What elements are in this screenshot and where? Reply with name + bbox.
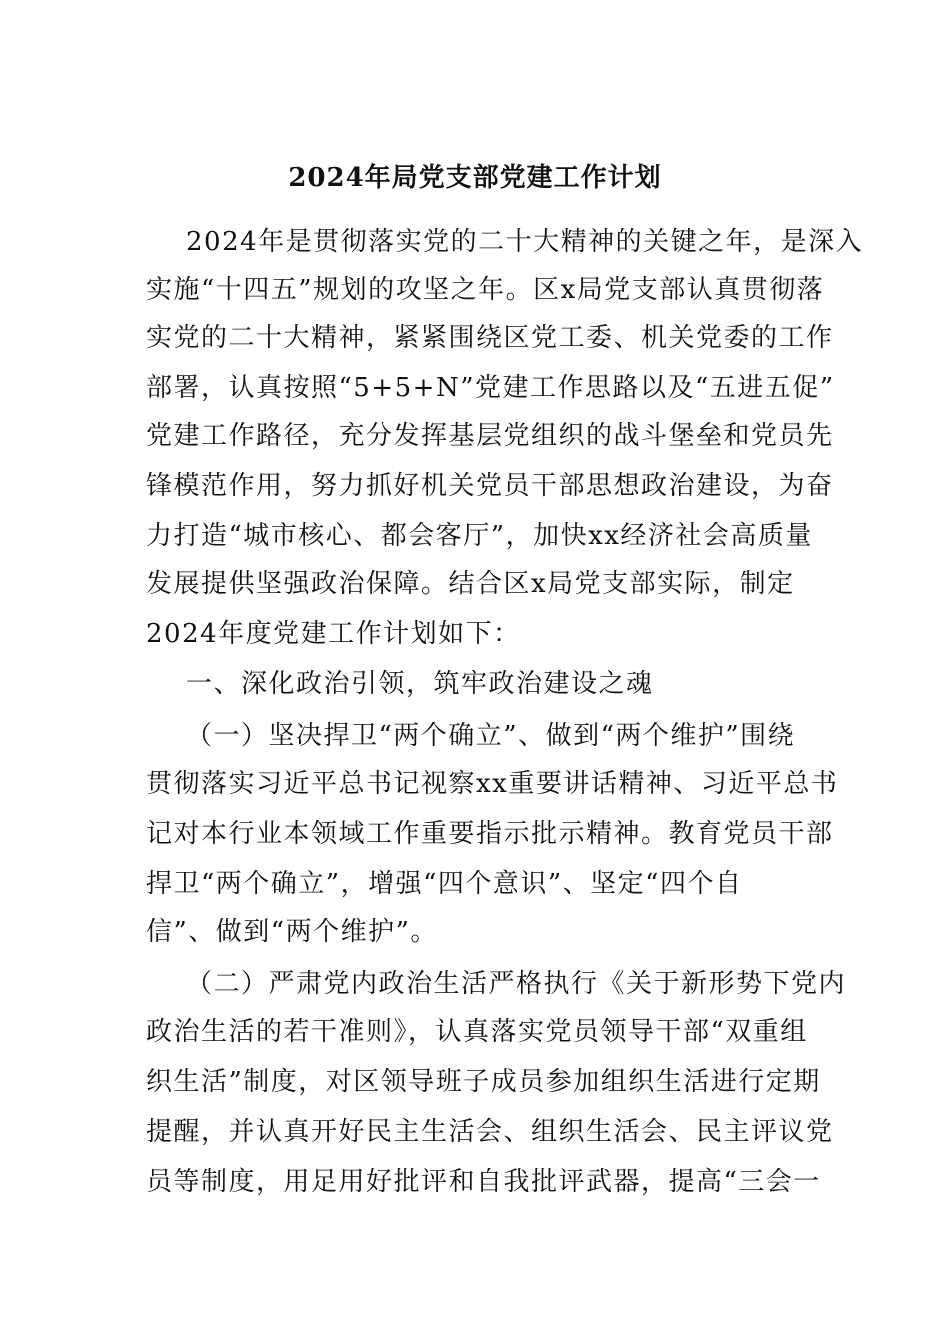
document-title: 2024年局党支部党建工作计划 [288, 163, 662, 193]
section-heading: 一、深化政治引领，筑牢政治建设之魂 [186, 669, 654, 699]
body-line: 实党的二十大精神，紧紧围绕区党工委、机关党委的工作 [146, 323, 834, 353]
body-line: 2024年度党建工作计划如下： [146, 619, 521, 649]
body-line: 力打造“城市核心、都会客厅”，加快xx经济社会高质量 [146, 521, 813, 551]
body-line: 政治生活的若干准则》，认真落实党员领导干部“双重组 [146, 1017, 808, 1047]
body-line: 部署，认真按照“5+5+N”党建工作思路以及“五进五促” [146, 373, 835, 403]
body-line: 信”、做到“两个维护”。 [146, 917, 438, 947]
body-line: 锋模范作用，努力抓好机关党员干部思想政治建设，为奋 [146, 471, 834, 501]
body-line: 2024年是贯彻落实党的二十大精神的关键之年，是深入 [186, 227, 864, 257]
body-line: 捍卫“两个确立”，增强“四个意识”、坚定“四个自 [146, 869, 743, 899]
body-line: 贯彻落实习近平总书记视察xx重要讲话精神、习近平总书 [146, 769, 839, 799]
body-line: 发展提供坚强政治保障。结合区x局党支部实际，制定 [146, 569, 795, 599]
body-line: 党建工作路径，充分发挥基层党组织的战斗堡垒和党员先 [146, 421, 834, 451]
body-line: 记对本行业本领域工作重要指示批示精神。教育党员干部 [146, 819, 834, 849]
body-line: 员等制度，用足用好批评和自我批评武器，提高“三会一 [146, 1167, 821, 1197]
subsection-heading: （二）严肃党内政治生活严格执行《关于新形势下党内 [186, 969, 847, 999]
subsection-heading: （一）坚决捍卫“两个确立”、做到“两个维护”围绕 [186, 721, 796, 751]
body-line: 实施“十四五”规划的攻坚之年。区x局党支部认真贯彻落 [146, 275, 825, 305]
body-line: 提醒，并认真开好民主生活会、组织生活会、民主评议党 [146, 1117, 834, 1147]
body-line: 织生活”制度，对区领导班子成员参加组织生活进行定期 [146, 1067, 821, 1097]
